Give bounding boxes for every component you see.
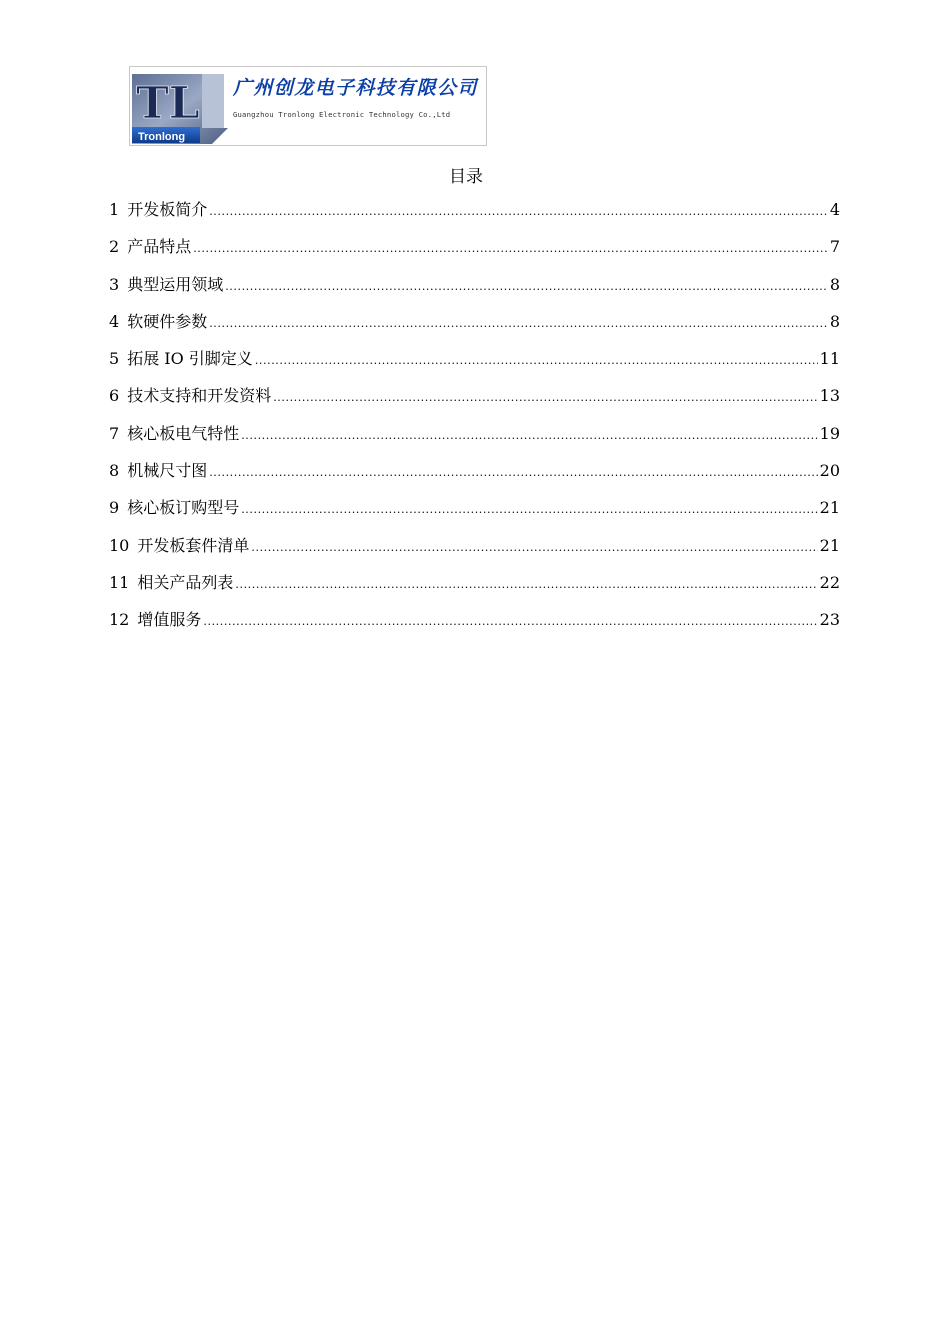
toc-entry-title: 核心板订购型号 [127,498,240,518]
toc-entry[interactable] [109,535,840,572]
toc-leader-dots [209,462,817,484]
toc-entry-title: 产品特点 [127,237,192,257]
toc-leader-dots [193,238,828,260]
toc-entry[interactable] [109,236,840,273]
toc-entry-title: 拓展 IO 引脚定义 [127,349,253,369]
logo-mark-text: TL [136,78,200,129]
toc-entry[interactable] [109,460,840,497]
toc-entry-title: 技术支持和开发资料 [127,386,272,406]
toc-leader-dots [241,499,817,521]
toc-entry-page: 8 [829,274,840,294]
toc-entry-page: 21 [819,498,840,518]
toc-entry[interactable] [109,348,840,385]
toc-entry[interactable] [109,497,840,534]
toc-entry-page: 4 [829,200,840,219]
toc-leader-dots [235,574,817,596]
toc-entry[interactable] [109,311,840,348]
toc-entry-number: 11 [109,572,130,592]
toc-entry-page: 20 [819,461,840,481]
toc-leader-dots [251,537,817,559]
toc-entry-title: 机械尺寸图 [127,461,208,481]
toc-entry-number: 3 [109,274,120,294]
toc-leader-dots [209,313,828,335]
toc-entry-number: 9 [109,498,120,518]
company-name-cn: 广州创龙电子科技有限公司 [233,77,478,99]
tronlong-logo-icon [132,70,228,144]
toc-entry-number: 12 [109,610,130,630]
toc-entry-page: 19 [819,423,840,443]
toc-entry-page: 7 [829,237,840,257]
toc-entry-page: 8 [829,311,840,331]
toc-entry-title: 增值服务 [137,610,202,630]
table-of-contents [109,199,840,647]
toc-entry-number: 10 [109,535,130,555]
toc-title: 目录 [449,167,483,187]
toc-entry-number: 4 [109,311,120,331]
toc-leader-dots [203,611,817,633]
toc-entry-title: 开发板简介 [127,200,208,219]
toc-entry-title: 核心板电气特性 [127,423,240,443]
toc-entry[interactable] [109,274,840,311]
toc-leader-dots [225,276,828,298]
toc-entry-number: 8 [109,461,120,481]
toc-entry-page: 21 [819,535,840,555]
toc-entry[interactable] [109,199,840,236]
toc-entry-page: 22 [819,572,840,592]
toc-entry-number: 7 [109,423,120,443]
toc-entry-title: 典型运用领域 [127,274,224,294]
toc-leader-dots [255,350,818,372]
company-name-en: Guangzhou Tronlong Electronic Technology Co.,Ltd [233,110,451,119]
toc-entry-number: 2 [109,237,120,257]
toc-entry-title: 相关产品列表 [137,572,234,592]
toc-entry-page: 11 [819,349,840,369]
toc-entry-page: 13 [819,386,840,406]
toc-entry-number: 6 [109,386,120,406]
toc-entry[interactable] [109,423,840,460]
toc-entry-number: 1 [109,200,120,219]
toc-entry[interactable] [109,609,840,646]
toc-entry-title: 软硬件参数 [127,311,208,331]
logo-brand-text: Tronlong [138,131,186,143]
toc-entry-page: 23 [819,610,840,630]
company-logo [129,66,487,146]
toc-leader-dots [209,201,828,223]
toc-entry-title: 开发板套件清单 [137,535,250,555]
toc-leader-dots [273,387,817,409]
toc-entry[interactable] [109,572,840,609]
toc-leader-dots [241,425,817,447]
toc-entry-number: 5 [109,349,120,369]
toc-entry[interactable] [109,385,840,422]
